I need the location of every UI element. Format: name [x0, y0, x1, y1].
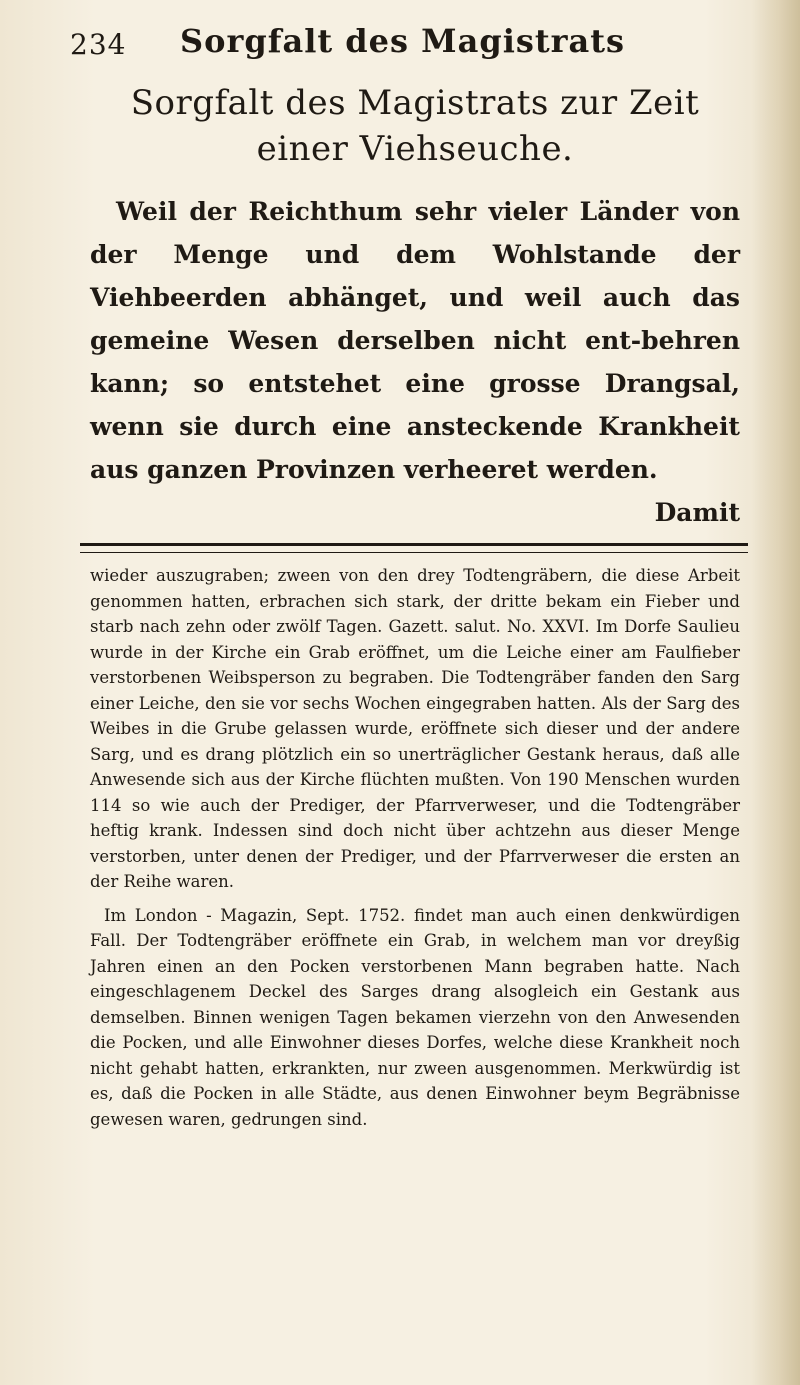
- footnote-divider: [80, 543, 748, 553]
- lead-paragraph: Weil der Reichthum sehr vieler Länder von der Menge und dem Wohlstande der Viehbeerden abhänget, und weil auch das gemeine Wesen derselben nicht ent-behren kann; so entstehet eine grosse Drangsal, wenn sie durch eine ansteckende Krankheit aus ganzen Provinzen verheeret werden.: [90, 197, 740, 484]
- footnote-paragraph-1: wieder auszugraben; zween von den drey Todtengräbern, die diese Arbeit genommen hatten, erbrachen sich stark, der dritte bekam ein Fieber und starb nach zehn oder zwölf Tagen. Gazett. salut. No. XXVI. Im Dorfe Saulieu wurde in der Kirche ein Grab eröffnet, um die Leiche einer am Faulfieber verstorbenen Weibsperson zu begraben. Die Todtengräber fanden den Sarg einer Leiche, den sie vor sechs Wochen eingegraben hatten. Als der Sarg des Weibes in die Grube gelassen wurde, eröffnete sich dieser und der andere Sarg, und es drang plötzlich ein so unerträglicher Gestank heraus, daß alle Anwesende sich aus der Kirche flüchten mußten. Von 190 Menschen wurden 114 so wie auch der Prediger, der Pfarrverweser, und die Todtengräber heftig krank. Indessen sind doch nicht über achtzehn aus dieser Menge verstorben, unter denen der Prediger, und der Pfarrverweser die ersten an der Reihe waren.: [90, 566, 740, 891]
- running-title: Sorgfalt des Magistrats: [180, 22, 626, 60]
- page-edge-shadow: [752, 0, 800, 1385]
- page-number: 234: [70, 28, 127, 61]
- running-head: [70, 22, 730, 62]
- catchword: Damit: [654, 498, 740, 527]
- page-content: [90, 80, 740, 1132]
- section-title: Sorgfalt des Magistrats zur Zeit einer Viehseuche.: [130, 83, 700, 169]
- footnote-paragraph-2: Im London - Magazin, Sept. 1752. findet man auch einen denkwürdigen Fall. Der Todtengräber eröffnete ein Grab, in welchem man vor dreyßig Jahren einen an den Pocken verstorbenen Mann begraben hatte. Nach eingeschlagenem Deckel des Sarges drang alsogleich ein Gestank aus demselben. Binnen wenigen Tagen bekamen vierzehn von den Anwesenden die Pocken, und alle Einwohner dieses Dorfes, welche diese Krankheit noch nicht gehabt hatten, erkrankten, nur zween ausgenommen. Merkwürdig ist es, daß die Pocken in alle Städte, aus denen Einwohner beym Begräbnisse gewesen waren, gedrungen sind.: [90, 905, 740, 1129]
